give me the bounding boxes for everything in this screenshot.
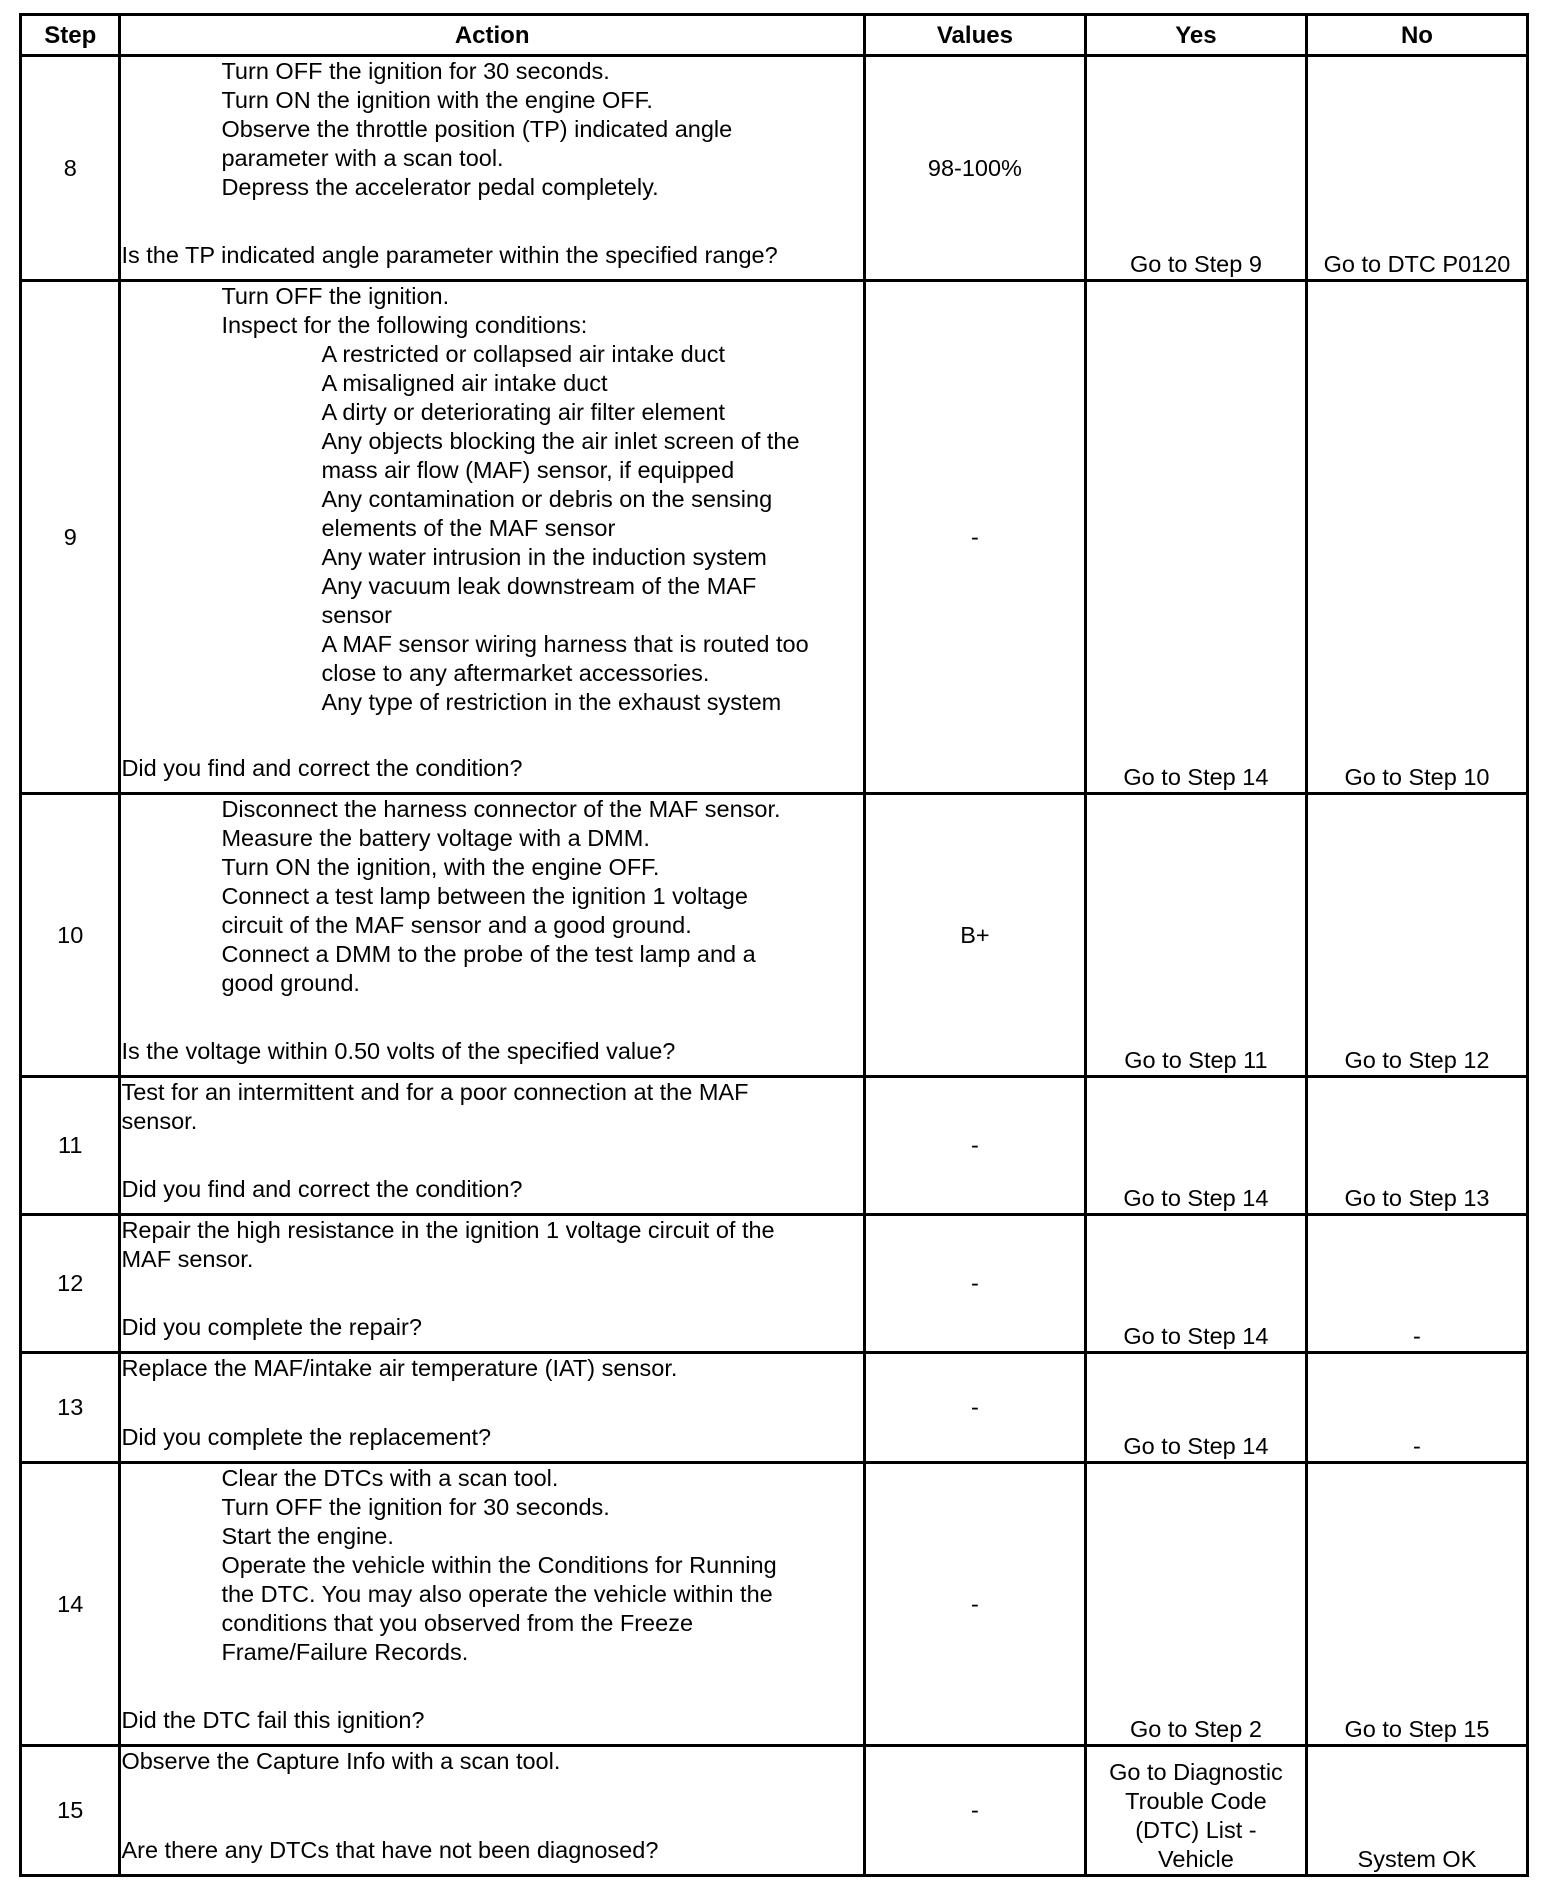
action-cell (120, 1077, 864, 1215)
yes-result: Go to Step 14 (1085, 1077, 1306, 1215)
header-no: No (1306, 15, 1527, 56)
no-result: Go to Step 12 (1306, 794, 1527, 1077)
no-result: Go to Step 10 (1306, 281, 1527, 794)
step-number: 14 (21, 1463, 120, 1746)
action-content (121, 795, 862, 1066)
step-question: Is the TP indicated angle parameter within the specified range? (121, 242, 778, 268)
step-value: 98-100% (864, 56, 1085, 281)
header-action: Action (120, 15, 864, 56)
action-cell (120, 794, 864, 1077)
instruction-line: Inspect for the following conditions: (221, 312, 588, 338)
table-row (21, 1353, 1528, 1463)
table-row (21, 1746, 1528, 1876)
table-row (21, 1463, 1528, 1746)
instruction-line: Measure the battery voltage with a DMM. (221, 825, 650, 851)
instruction-line: Connect a test lamp between the ignition 1 voltage circuit of the MAF sensor and a good ground. (221, 883, 748, 938)
step-value: B+ (864, 794, 1085, 1077)
step-question: Are there any DTCs that have not been diagnosed? (121, 1837, 659, 1863)
instruction-line: Depress the accelerator pedal completely. (221, 174, 659, 200)
step-value: - (864, 1215, 1085, 1353)
step-value: - (864, 281, 1085, 794)
table-body (21, 56, 1528, 1876)
header-values: Values (864, 15, 1085, 56)
action-content (121, 1078, 862, 1204)
no-result: - (1306, 1215, 1527, 1353)
no-result: Go to DTC P0120 (1306, 56, 1527, 281)
step-question: Is the voltage within 0.50 volts of the specified value? (121, 1038, 676, 1064)
instruction-line: Operate the vehicle within the Conditions for Running the DTC. You may also operate the vehicle within the conditions that you observed from the Freeze Frame/Failure Records. (221, 1552, 777, 1665)
instruction-line: Observe the Capture Info with a scan tool. (121, 1748, 561, 1774)
step-question: Did you complete the repair? (121, 1314, 422, 1340)
instruction-line: Turn ON the ignition, with the engine OFF. (221, 854, 660, 880)
action-content (121, 1216, 862, 1342)
step-number: 8 (21, 56, 120, 281)
action-cell (120, 1463, 864, 1746)
table-row (21, 1077, 1528, 1215)
instruction-line: A dirty or deteriorating air filter element (321, 399, 726, 425)
instruction-list (121, 1464, 862, 1667)
instruction-line: Clear the DTCs with a scan tool. (221, 1465, 559, 1491)
yes-result: Go to Step 11 (1085, 794, 1306, 1077)
instruction-line: Observe the throttle position (TP) indicated angle parameter with a scan tool. (221, 116, 733, 171)
instruction-line: Start the engine. (221, 1523, 394, 1549)
instruction-list (121, 1354, 862, 1383)
instruction-line: Disconnect the harness connector of the MAF sensor. (221, 796, 781, 822)
instruction-line: Any contamination or debris on the sensing elements of the MAF sensor (321, 486, 773, 541)
no-result: Go to Step 13 (1306, 1077, 1527, 1215)
action-content (121, 1464, 862, 1735)
instruction-line: Any water intrusion in the induction system (321, 544, 767, 570)
step-number: 13 (21, 1353, 120, 1463)
no-result: Go to Step 15 (1306, 1463, 1527, 1746)
step-value: - (864, 1463, 1085, 1746)
action-content (121, 57, 862, 270)
instruction-line: Any type of restriction in the exhaust system (321, 689, 782, 715)
instruction-line: Repair the high resistance in the ignition 1 voltage circuit of the MAF sensor. (121, 1217, 775, 1272)
action-cell (120, 1746, 864, 1876)
yes-result: Go to Step 2 (1085, 1463, 1306, 1746)
instruction-list (121, 795, 862, 998)
yes-result: Go to Diagnostic Trouble Code (DTC) List - Vehicle (1085, 1746, 1306, 1876)
table-row (21, 794, 1528, 1077)
instruction-line: Replace the MAF/intake air temperature (IAT) sensor. (121, 1355, 678, 1381)
instruction-list (121, 1216, 862, 1274)
table-row (21, 56, 1528, 281)
instruction-list (121, 282, 862, 717)
action-content (121, 282, 862, 783)
instruction-line: Any objects blocking the air inlet screen of the mass air flow (MAF) sensor, if equipped (321, 428, 800, 483)
instruction-line: A misaligned air intake duct (321, 370, 608, 396)
yes-result: Go to Step 9 (1085, 56, 1306, 281)
yes-result: Go to Step 14 (1085, 1353, 1306, 1463)
step-number: 11 (21, 1077, 120, 1215)
step-number: 10 (21, 794, 120, 1077)
instruction-line: A MAF sensor wiring harness that is routed too close to any aftermarket accessories. (321, 631, 809, 686)
action-cell (120, 1215, 864, 1353)
step-question: Did you complete the replacement? (121, 1424, 492, 1450)
step-number: 15 (21, 1746, 120, 1876)
instruction-list (121, 1078, 862, 1136)
step-number: 12 (21, 1215, 120, 1353)
instruction-line: Test for an intermittent and for a poor connection at the MAF sensor. (121, 1079, 749, 1134)
step-value: - (864, 1746, 1085, 1876)
diagnostic-table (19, 13, 1529, 1877)
step-value: - (864, 1077, 1085, 1215)
action-content (121, 1747, 862, 1865)
no-result: System OK (1306, 1746, 1527, 1876)
step-value: - (864, 1353, 1085, 1463)
instruction-line: A restricted or collapsed air intake duct (321, 341, 726, 367)
step-question: Did you find and correct the condition? (121, 1176, 523, 1202)
instruction-line: Turn ON the ignition with the engine OFF. (221, 87, 653, 113)
header-step: Step (21, 15, 120, 56)
header-row (21, 15, 1528, 56)
instruction-line: Any vacuum leak downstream of the MAF sensor (321, 573, 757, 628)
action-cell (120, 281, 864, 794)
instruction-list (121, 1747, 862, 1776)
action-content (121, 1354, 862, 1452)
no-result: - (1306, 1353, 1527, 1463)
step-number: 9 (21, 281, 120, 794)
instruction-line: Connect a DMM to the probe of the test lamp and a good ground. (221, 941, 756, 996)
table-row (21, 1215, 1528, 1353)
table-row (21, 281, 1528, 794)
step-question: Did you find and correct the condition? (121, 755, 523, 781)
instruction-line: Turn OFF the ignition for 30 seconds. (221, 1494, 610, 1520)
header-yes: Yes (1085, 15, 1306, 56)
instruction-line: Turn OFF the ignition. (221, 283, 450, 309)
action-cell (120, 1353, 864, 1463)
instruction-list (121, 57, 862, 202)
instruction-line: Turn OFF the ignition for 30 seconds. (221, 58, 610, 84)
yes-result: Go to Step 14 (1085, 1215, 1306, 1353)
action-cell (120, 56, 864, 281)
step-question: Did the DTC fail this ignition? (121, 1707, 425, 1733)
yes-result: Go to Step 14 (1085, 281, 1306, 794)
